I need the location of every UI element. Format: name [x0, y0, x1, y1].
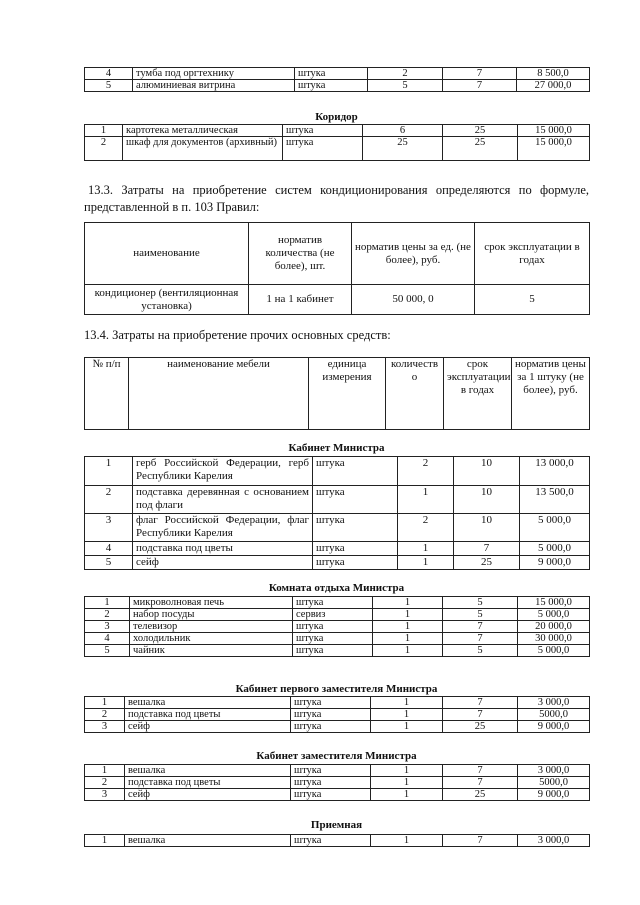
quantity: 1 [371, 835, 443, 847]
table-row [85, 621, 590, 633]
paragraph-13-4: 13.4. Затраты на приобретение прочих основных средств: [84, 328, 391, 342]
item-name: кондиционер (вентиляционная установка) [85, 285, 249, 315]
section-table [84, 834, 590, 847]
row-number: 4 [85, 542, 133, 556]
service-term: 25 [454, 556, 520, 570]
unit: штука [291, 697, 371, 709]
column-header: количество [386, 358, 444, 430]
unit: штука [291, 721, 371, 733]
item-name: вешалка [125, 835, 291, 847]
price: 9 000,0 [520, 556, 590, 570]
item-name: набор посуды [130, 609, 293, 621]
column-header: наименование мебели [129, 358, 309, 430]
section-title: Кабинет Министра [288, 442, 385, 454]
service-term: 7 [443, 709, 518, 721]
row-number: 2 [85, 609, 130, 621]
service-term: 25 [443, 789, 518, 801]
row-number: 3 [85, 621, 130, 633]
item-name: тумба под оргтехнику [133, 68, 295, 80]
service-term: 5 [475, 285, 590, 315]
section-table [84, 764, 590, 801]
unit: штука [283, 125, 363, 137]
table-row [85, 486, 590, 514]
row-number: 1 [85, 125, 123, 137]
item-name: сейф [125, 789, 291, 801]
section-table [84, 456, 590, 570]
item-name: подставка под цветы [125, 709, 291, 721]
unit: штука [313, 514, 398, 542]
price: 8 500,0 [517, 68, 590, 80]
table-row [85, 721, 590, 733]
row-number: 5 [85, 80, 133, 92]
section-table [84, 596, 590, 657]
table-header-row [85, 358, 590, 430]
unit: штука [293, 597, 373, 609]
quantity: 1 [371, 709, 443, 721]
price: 30 000,0 [518, 633, 590, 645]
price: 5 000,0 [518, 609, 590, 621]
column-header: срок эксплуатации в годах [444, 358, 512, 430]
column-header: единица измерения [309, 358, 386, 430]
service-term: 25 [443, 137, 518, 161]
price: 9 000,0 [518, 789, 590, 801]
unit: штука [291, 835, 371, 847]
quantity: 1 [373, 633, 443, 645]
price: 5 000,0 [518, 645, 590, 657]
price: 20 000,0 [518, 621, 590, 633]
item-name: шкаф для документов (архивный) [123, 137, 283, 161]
price: 15 000,0 [518, 137, 590, 161]
service-term: 7 [443, 777, 518, 789]
section-title: Кабинет первого заместителя Министра [235, 683, 438, 695]
quantity: 1 [371, 697, 443, 709]
unit: штука [283, 137, 363, 161]
table-row [85, 556, 590, 570]
table-row [85, 835, 590, 847]
table-row [85, 125, 590, 137]
quantity: 1 [373, 621, 443, 633]
table-row [85, 514, 590, 542]
quantity: 1 [371, 765, 443, 777]
table-row [85, 709, 590, 721]
quantity: 1 [373, 645, 443, 657]
row-number: 3 [85, 789, 125, 801]
row-number: 1 [85, 457, 133, 486]
unit: штука [293, 633, 373, 645]
price: 5 000,0 [520, 542, 590, 556]
column-header: норматив цены за 1 штуку (не более), руб. [512, 358, 590, 430]
unit: штука [313, 486, 398, 514]
service-term: 7 [443, 621, 518, 633]
table-row [85, 645, 590, 657]
item-name: герб Российской Федерации, герб Республики Карелия [133, 457, 313, 486]
item-name: подставка деревянная с основанием под флаги [133, 486, 313, 514]
row-number: 2 [85, 709, 125, 721]
column-header: наименование [85, 223, 249, 285]
row-number: 3 [85, 721, 125, 733]
service-term: 7 [443, 765, 518, 777]
corridor-table [84, 124, 590, 161]
price: 13 500,0 [520, 486, 590, 514]
price: 5 000,0 [520, 514, 590, 542]
section-title-corridor: Коридор [315, 111, 358, 123]
quantity: 1 [398, 556, 454, 570]
quantity: 1 [373, 609, 443, 621]
price: 3 000,0 [518, 765, 590, 777]
quantity: 5 [368, 80, 443, 92]
price-norm: 50 000, 0 [352, 285, 475, 315]
table-row [85, 765, 590, 777]
price: 9 000,0 [518, 721, 590, 733]
column-header: норматив цены за ед. (не более), руб. [352, 223, 475, 285]
column-header: срок эксплуатации в годах [475, 223, 590, 285]
unit: штука [313, 542, 398, 556]
item-name: чайник [130, 645, 293, 657]
table-row [85, 609, 590, 621]
price: 5000,0 [518, 777, 590, 789]
paragraph-13-3: 13.3. Затраты на приобретение систем кондиционирования определяются по формуле, представленной в п. 103 Правил: [84, 183, 589, 214]
table-row [85, 542, 590, 556]
quantity: 1 [371, 777, 443, 789]
service-term: 25 [443, 721, 518, 733]
price: 15 000,0 [518, 125, 590, 137]
price: 15 000,0 [518, 597, 590, 609]
price: 3 000,0 [518, 835, 590, 847]
table-row [85, 68, 590, 80]
unit: штука [291, 777, 371, 789]
unit: сервиз [293, 609, 373, 621]
table-row [85, 457, 590, 486]
unit: штука [291, 765, 371, 777]
service-term: 7 [443, 68, 517, 80]
row-number: 2 [85, 777, 125, 789]
item-name: телевизор [130, 621, 293, 633]
item-name: микроволновая печь [130, 597, 293, 609]
quantity: 2 [398, 514, 454, 542]
service-term: 5 [443, 609, 518, 621]
table-row [85, 80, 590, 92]
fixed-assets-header-table [84, 357, 590, 430]
item-name: вешалка [125, 765, 291, 777]
service-term: 5 [443, 597, 518, 609]
row-number: 1 [85, 835, 125, 847]
table-header-row [85, 223, 590, 285]
section-table [84, 696, 590, 733]
unit: штука [295, 68, 368, 80]
section-title: Кабинет заместителя Министра [256, 750, 417, 762]
column-header: норматив количества (не более), шт. [249, 223, 352, 285]
quantity: 1 [398, 542, 454, 556]
row-number: 3 [85, 514, 133, 542]
air-conditioning-table [84, 222, 590, 315]
item-name: подставка под цветы [125, 777, 291, 789]
table-row [85, 597, 590, 609]
unit: штука [295, 80, 368, 92]
item-name: холодильник [130, 633, 293, 645]
price: 3 000,0 [518, 697, 590, 709]
unit: штука [293, 645, 373, 657]
item-name: картотека металлическая [123, 125, 283, 137]
unit: штука [313, 457, 398, 486]
unit: штука [293, 621, 373, 633]
row-number: 4 [85, 68, 133, 80]
table-row [85, 137, 590, 161]
service-term: 10 [454, 457, 520, 486]
price: 13 000,0 [520, 457, 590, 486]
table-row [85, 777, 590, 789]
service-term: 7 [443, 835, 518, 847]
item-name: подставка под цветы [133, 542, 313, 556]
table-row [85, 697, 590, 709]
item-name: вешалка [125, 697, 291, 709]
row-number: 1 [85, 697, 125, 709]
row-number: 5 [85, 556, 133, 570]
row-number: 2 [85, 486, 133, 514]
quantity-norm: 1 на 1 кабинет [249, 285, 352, 315]
table-row [85, 789, 590, 801]
service-term: 5 [443, 645, 518, 657]
row-number: 1 [85, 765, 125, 777]
unit: штука [291, 709, 371, 721]
quantity: 2 [398, 457, 454, 486]
quantity: 1 [398, 486, 454, 514]
service-term: 25 [443, 125, 518, 137]
column-header: № п/п [85, 358, 129, 430]
service-term: 10 [454, 514, 520, 542]
service-term: 7 [454, 542, 520, 556]
service-term: 7 [443, 633, 518, 645]
item-name: флаг Российской Федерации, флаг Республики Карелия [133, 514, 313, 542]
top-table [84, 67, 590, 92]
table-row [85, 633, 590, 645]
quantity: 2 [368, 68, 443, 80]
row-number: 2 [85, 137, 123, 161]
quantity: 1 [373, 597, 443, 609]
quantity: 1 [371, 789, 443, 801]
item-name: сейф [125, 721, 291, 733]
price: 27 000,0 [517, 80, 590, 92]
quantity: 1 [371, 721, 443, 733]
unit: штука [313, 556, 398, 570]
row-number: 1 [85, 597, 130, 609]
service-term: 7 [443, 80, 517, 92]
service-term: 7 [443, 697, 518, 709]
row-number: 5 [85, 645, 130, 657]
item-name: алюминиевая витрина [133, 80, 295, 92]
section-title: Комната отдыха Министра [268, 582, 405, 594]
quantity: 6 [363, 125, 443, 137]
item-name: сейф [133, 556, 313, 570]
price: 5000,0 [518, 709, 590, 721]
service-term: 10 [454, 486, 520, 514]
table-row [85, 285, 590, 315]
unit: штука [291, 789, 371, 801]
row-number: 4 [85, 633, 130, 645]
quantity: 25 [363, 137, 443, 161]
section-title: Приемная [310, 819, 363, 831]
